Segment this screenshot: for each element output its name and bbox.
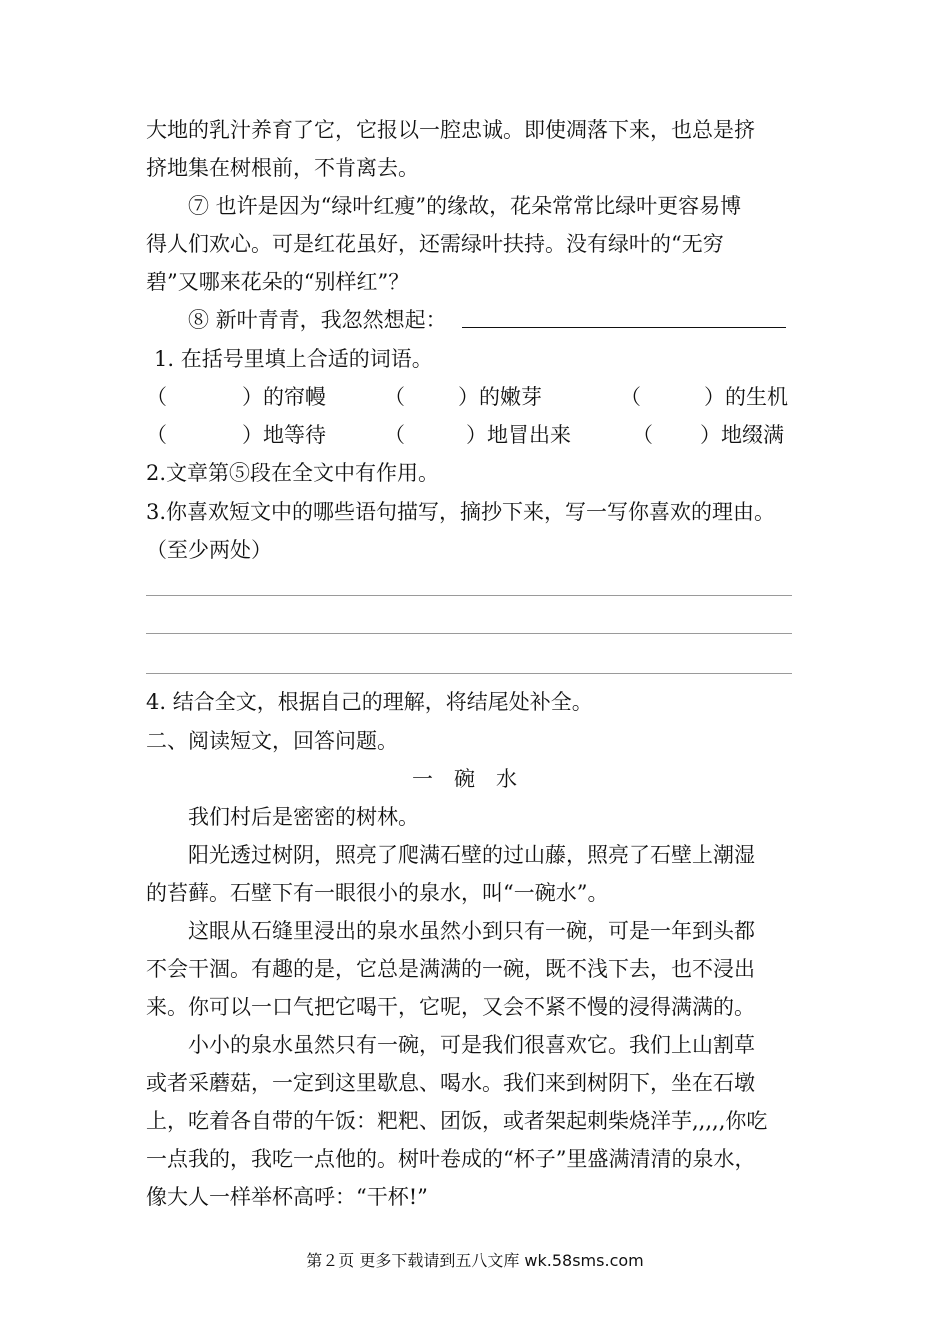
page-footer: 第２页 更多下载请到五八文库 wk.58sms.com	[306, 1251, 644, 1270]
question-3: 3.你喜欢短文中的哪些语句描写，摘抄下来，写一写你喜欢的理由。	[146, 500, 776, 524]
article-line: 我们村后是密密的树林。	[188, 805, 419, 829]
passage-line: 碧”又哪来花朵的“别样红”？	[146, 270, 410, 294]
bracket-open: （	[620, 385, 641, 409]
article-line: 的苔藓。石壁下有一眼很小的泉水，叫“一碗水”。	[146, 881, 609, 905]
passage-line: 挤地集在树根前，不肯离去。	[146, 156, 419, 180]
article-line: 不会干涸。有趣的是，它总是满满的一碗，既不浅下去，也不浸出	[146, 957, 755, 981]
question-2: 2.文章第⑤段在全文中有作用。	[146, 461, 440, 485]
word-fill-item[interactable]: ）地缀满	[700, 423, 784, 447]
section-heading: 二、阅读短文，回答问题。	[146, 729, 398, 753]
bracket-open: （	[632, 423, 653, 447]
bracket-open: （	[384, 423, 405, 447]
passage-line: ⑧ 新叶青青，我忽然想起：	[188, 308, 447, 332]
word-fill-item[interactable]: ）的帘幔	[242, 385, 326, 409]
article-line: 来。你可以一口气把它喝干，它呢，又会不紧不慢的浸得满满的。	[146, 995, 755, 1019]
article-title: 一 碗 水	[412, 767, 517, 791]
article-line: 阳光透过树阴，照亮了爬满石壁的过山藤，照亮了石壁上潮湿	[188, 843, 755, 867]
question-3-note: （至少两处）	[146, 538, 272, 562]
passage-line: 得人们欢心。可是红花虽好，还需绿叶扶持。没有绿叶的“无穷	[146, 232, 724, 256]
article-line: 或者采蘑菇，一定到这里歇息、喝水。我们来到树阴下，坐在石墩	[146, 1071, 755, 1095]
article-line: 一点我的，我吃一点他的。树叶卷成的“杯子”里盛满清清的泉水，	[146, 1147, 756, 1171]
answer-line[interactable]	[146, 595, 792, 596]
bracket-open: （	[146, 385, 167, 409]
article-line: 上，吃着各自带的午饭：粑粑、团饭，或者架起刺柴烧洋芋,,,,,你吃	[146, 1109, 768, 1133]
passage-line: ⑦ 也许是因为“绿叶红瘦”的缘故，花朵常常比绿叶更容易博	[188, 194, 742, 218]
question-4: 4. 结合全文，根据自己的理解，将结尾处补全。	[146, 690, 593, 714]
passage-line: 大地的乳汁养育了它，它报以一腔忠诚。即使凋落下来，也总是挤	[146, 118, 755, 142]
fill-in-blank-line[interactable]	[462, 327, 786, 328]
answer-line[interactable]	[146, 673, 792, 674]
bracket-open: （	[384, 385, 405, 409]
word-fill-item[interactable]: ）地冒出来	[466, 423, 571, 447]
word-fill-item[interactable]: ）地等待	[242, 423, 326, 447]
word-fill-item[interactable]: ）的生机	[704, 385, 788, 409]
article-line: 小小的泉水虽然只有一碗，可是我们很喜欢它。我们上山割草	[188, 1033, 755, 1057]
answer-line[interactable]	[146, 633, 792, 634]
article-line: 像大人一样举杯高呼：“干杯!”	[146, 1185, 428, 1209]
bracket-open: （	[146, 423, 167, 447]
question-1: 1. 在括号里填上合适的词语。	[154, 347, 433, 371]
word-fill-item[interactable]: ）的嫩芽	[458, 385, 542, 409]
article-line: 这眼从石缝里浸出的泉水虽然小到只有一碗，可是一年到头都	[188, 919, 755, 943]
